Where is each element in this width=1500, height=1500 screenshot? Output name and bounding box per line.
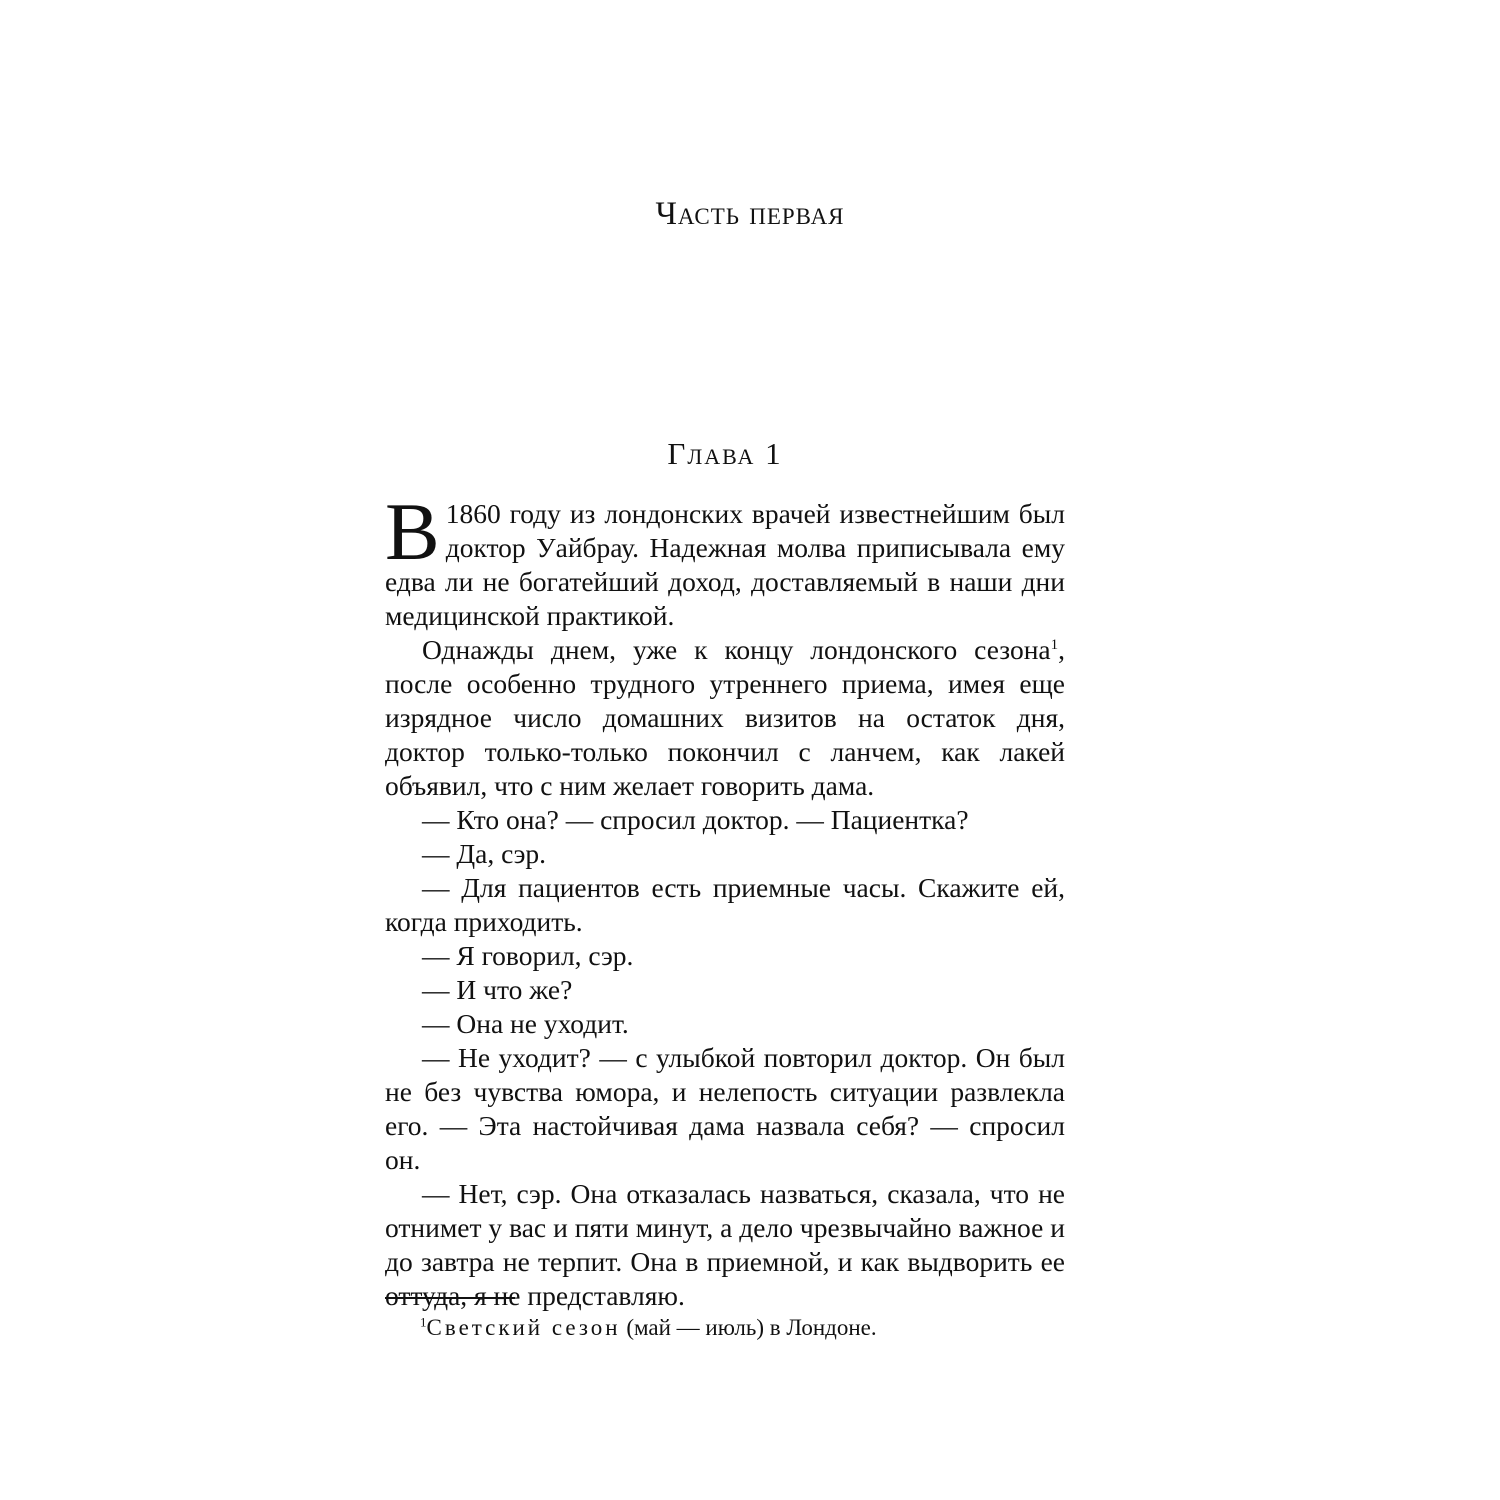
footnote-reference[interactable]: 1 <box>1050 636 1059 653</box>
paragraph-text: Однажды днем, уже к концу лондонского сезона <box>422 634 1051 665</box>
dialogue-line: — Она не уходит. <box>422 1008 629 1039</box>
dialogue-line: — Не уходит? — с улыбкой повторил доктор. Он был не без чувства юмора, и нелепость ситуации развлекла его. — Эта настойчивая дама назвала себя? — спросил он. <box>385 1042 1065 1175</box>
footnote <box>420 1313 877 1343</box>
footnote-number: 1 <box>420 1314 427 1330</box>
footnote-term: Светский сезон <box>426 1315 621 1340</box>
footnote-divider <box>385 1297 515 1299</box>
chapter-body <box>385 486 1065 1313</box>
chapter-title: Глава 1 <box>667 436 783 471</box>
dialogue-line: — Для пациентов есть приемные часы. Скажите ей, когда приходить. <box>385 872 1065 937</box>
drop-cap: В <box>385 486 440 577</box>
paragraph <box>385 633 1065 803</box>
paragraph-text: , после особенно трудного утреннего приема, имея еще изрядное число домашних визитов на остаток дня, доктор только-только покончил с ланчем, как лакей объявил, что с ним желает говорить дама. <box>385 634 1065 801</box>
dialogue-line: — Нет, сэр. Она отказалась назваться, сказала, что не отнимет у вас и пяти минут, а дело чрезвычайно важное и до завтра не терпит. Она в приемной, и как выдворить ее оттуда, я не представляю. <box>385 1178 1065 1311</box>
dialogue-line: — И что же? <box>422 974 573 1005</box>
opening-text: 1860 году из лондонских врачей известнейшим был доктор Уайбрау. Надежная молва приписывала ему едва ли не богатейший доход, доставляемый в наши дни медицинской практикой. <box>385 498 1065 631</box>
dialogue-line: — Кто она? — спросил доктор. — Пациентка? <box>422 804 969 835</box>
opening-paragraph <box>385 486 1065 633</box>
dialogue-line: — Да, сэр. <box>422 838 547 869</box>
footnote-text: (май — июль) в Лондоне. <box>620 1315 877 1340</box>
part-title: Часть первая <box>655 196 845 232</box>
dialogue-line: — Я говорил, сэр. <box>422 940 634 971</box>
